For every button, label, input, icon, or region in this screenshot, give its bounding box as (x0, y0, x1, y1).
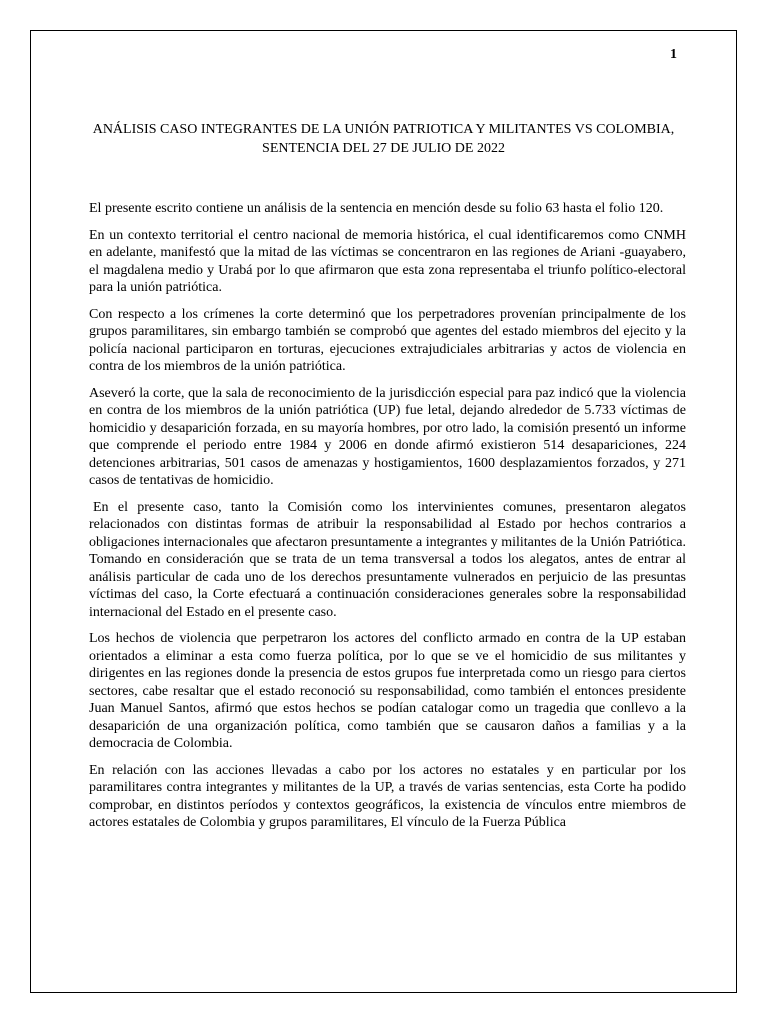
paragraph: En un contexto territorial el centro nacional de memoria histórica, el cual identificaremos como CNMH en adelante, manifestó que la mitad de las víctimas se concentraron en las regiones de Ariani -guayabero, el magdalena medio y Urabá por lo que afirmaron que esta zona representaba el triunfo político-electoral para la unión patriótica. (89, 227, 686, 295)
paragraph: Aseveró la corte, que la sala de reconocimiento de la jurisdicción especial para paz indicó que la violencia en contra de los miembros de la unión patriótica (UP) fue letal, dejando alrededor de 5.733 víctimas de homicidio y desaparición forzada, en su mayoría hombres, por otro lado, la comisión presentó un informe que comprende el periodo entre 1984 y 2006 en donde afirmó existieron 514 desapariciones, 224 detenciones arbitrarias, 501 casos de amenazas y hostigamientos, 1600 desplazamientos forzados, y 271 casos de tentativas de homicidio. (89, 385, 686, 488)
paragraph: El presente escrito contiene un análisis de la sentencia en mención desde su folio 63 hasta el folio 120. (89, 201, 664, 216)
paragraph: Los hechos de violencia que perpetraron los actores del conflicto armado en contra de la UP estaban orientados a eliminar a esta como fuerza política, por lo que se ve el homicidio de sus militantes y dirigentes en las regiones donde la presencia de estos grupos fue interpretada como un riesgo para ciertos sectores, cabe resaltar que el estado reconoció su responsabilidad, como también el entonces presidente Juan Manuel Santos, afirmó que estos hechos se podían catalogar como un tragedia que conllevo a la desaparición de una organización política, como también que se causaron daños a familias y a la democracia de Colombia. (89, 631, 686, 751)
document-title: ANÁLISIS CASO INTEGRANTES DE LA UNIÓN PATRIOTICA Y MILITANTES VS COLOMBIA, SENTENCIA DEL 27 DE JULIO DE 2022 (92, 122, 675, 156)
paragraph: Con respecto a los crímenes la corte determinó que los perpetradores provenían principalmente de los grupos paramilitares, sin embargo también se comprobó que agentes del estado miembros del ejecito y la policía nacional participaron en torturas, ejecuciones extrajudiciales arbitrarias y actos de violencia en contra de los miembros de la unión patriótica. (89, 306, 686, 374)
paragraph: En el presente caso, tanto la Comisión como los intervinientes comunes, presentaron alegatos relacionados con distintas formas de atribuir la responsabilidad al Estado por hechos contrarios a obligaciones internacionales que afectaron presuntamente a integrantes y militantes de la Unión Patriótica. Tomando en consideración que se trata de un tema transversal a todos los alegatos, antes de entrar al análisis particular de cada uno de los derechos presuntamente vulnerados en perjuicio de las presuntas víctimas del caso, la Corte efectuará a continuación consideraciones generales sobre la responsabilidad internacional del Estado en el presente caso. (89, 499, 686, 620)
document-body (89, 200, 686, 841)
paragraph: En relación con las acciones llevadas a cabo por los actores no estatales y en particular por los paramilitares contra integrantes y militantes de la UP, a través de varias sentencias, esta Corte ha podido comprobar, en distintos períodos y contextos geográficos, la existencia de vínculos entre miembros de actores estatales de Colombia y grupos paramilitares, El vínculo de la Fuerza Pública (89, 762, 686, 830)
document-page (30, 30, 737, 993)
page-number: 1 (670, 47, 677, 62)
